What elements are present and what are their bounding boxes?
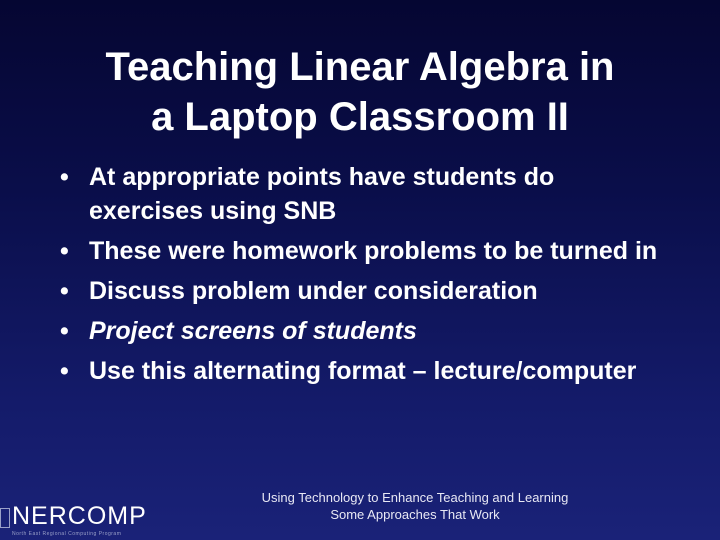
bullet-text: At appropriate points have students do exercises using SNB — [89, 163, 555, 225]
bullet-glyph: • — [60, 163, 69, 191]
bullet-list — [60, 160, 660, 394]
bullet-item — [60, 160, 660, 228]
bullet-text: Project screens of students — [89, 317, 417, 345]
slide-title — [40, 42, 680, 142]
bullet-text: Discuss problem under consideration — [89, 277, 538, 305]
bullet-text: These were homework problems to be turned in — [89, 237, 658, 265]
bullet-glyph: • — [60, 237, 69, 265]
bullet-glyph: • — [60, 357, 69, 385]
bullet-item — [60, 274, 660, 308]
bullet-text: Use this alternating format – lecture/computer — [89, 357, 637, 385]
nercomp-logo — [0, 500, 160, 540]
footer-line-1: Using Technology to Enhance Teaching and Learning — [261, 490, 569, 505]
bullet-item — [60, 354, 660, 388]
logo-tagline: North East Regional Computing Program — [12, 531, 122, 537]
slide-footer — [210, 489, 620, 523]
bullet-glyph: • — [60, 317, 69, 345]
slide-title-line-1: Teaching Linear Algebra in — [105, 45, 615, 89]
logo-mark-icon — [0, 508, 10, 528]
bullet-item — [60, 234, 660, 268]
logo-name: NERCOMP — [12, 502, 147, 530]
bullet-item — [60, 314, 660, 348]
slide-title-line-2: a Laptop Classroom II — [151, 95, 569, 139]
footer-line-2: Some Approaches That Work — [330, 507, 500, 522]
bullet-glyph: • — [60, 277, 69, 305]
